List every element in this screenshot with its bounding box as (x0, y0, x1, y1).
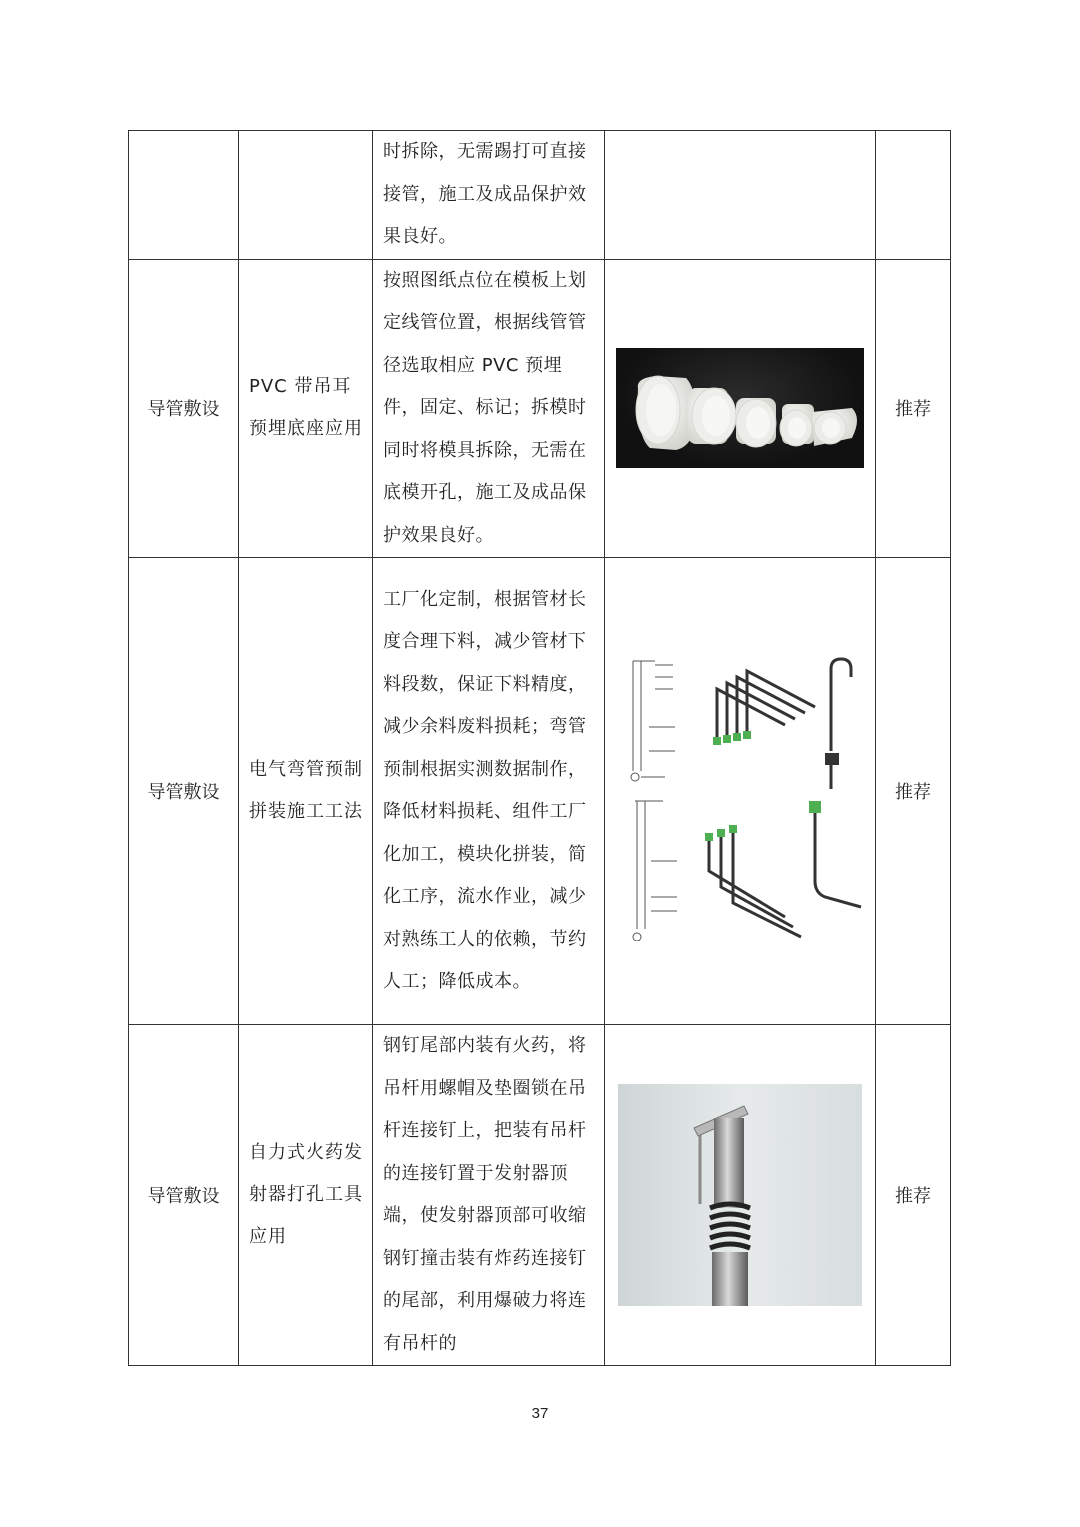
powder-actuated-tool-photo (618, 1084, 862, 1306)
category-cell (129, 131, 239, 260)
description-cell: 按照图纸点位在模板上划定线管位置，根据线管管径选取相应 PVC 预埋件，固定、标记；拆模时同时将模具拆除，无需在底模开孔，施工及成品保护效果良好。 (373, 259, 605, 558)
pvc-fittings-icon (616, 348, 864, 468)
table-row (129, 558, 951, 1025)
pvc-fittings-photo (616, 348, 864, 468)
image-cell (605, 259, 876, 558)
method-table (128, 130, 951, 1366)
image-cell (605, 131, 876, 260)
table-row (129, 131, 951, 260)
description-cell: 工厂化定制，根据管材长度合理下料，减少管材下料段数，保证下料精度，减少余料废料损耗；弯管预制根据实测数据制作，降低材料损耗、组件工厂化加工，模块化拼装，简化工序，流水作业，减少对熟练工人的依赖，节约人工；降低成本。 (373, 558, 605, 1025)
category-cell: 导管敷设 (129, 558, 239, 1025)
category-cell: 导管敷设 (129, 1025, 239, 1366)
method-name-cell: PVC 带吊耳预埋底座应用 (239, 259, 373, 558)
table-row (129, 259, 951, 558)
table-row (129, 1025, 951, 1366)
conduit-diagram-icon (615, 641, 865, 941)
description-cell: 钢钉尾部内装有火药，将吊杆用螺帽及垫圈锁在吊杆连接钉上，把装有吊杆的连接钉置于发射器顶端，使发射器顶部可收缩钢钉撞击装有炸药连接钉的尾部，利用爆破力将连有吊杆的 (373, 1025, 605, 1366)
method-name-cell: 自力式火药发射器打孔工具应用 (239, 1025, 373, 1366)
recommendation-cell: 推荐 (876, 558, 951, 1025)
recommendation-cell (876, 131, 951, 260)
method-name-cell (239, 131, 373, 260)
description-cell: 时拆除，无需踢打可直接接管，施工及成品保护效果良好。 (373, 131, 605, 260)
image-cell (605, 1025, 876, 1366)
recommendation-cell: 推荐 (876, 1025, 951, 1366)
method-name-cell: 电气弯管预制拼装施工工法 (239, 558, 373, 1025)
page-number: 37 (531, 1405, 549, 1422)
powder-tool-icon (618, 1084, 862, 1306)
recommendation-cell: 推荐 (876, 259, 951, 558)
conduit-diagram (615, 641, 865, 941)
image-cell (605, 558, 876, 1025)
category-cell: 导管敷设 (129, 259, 239, 558)
